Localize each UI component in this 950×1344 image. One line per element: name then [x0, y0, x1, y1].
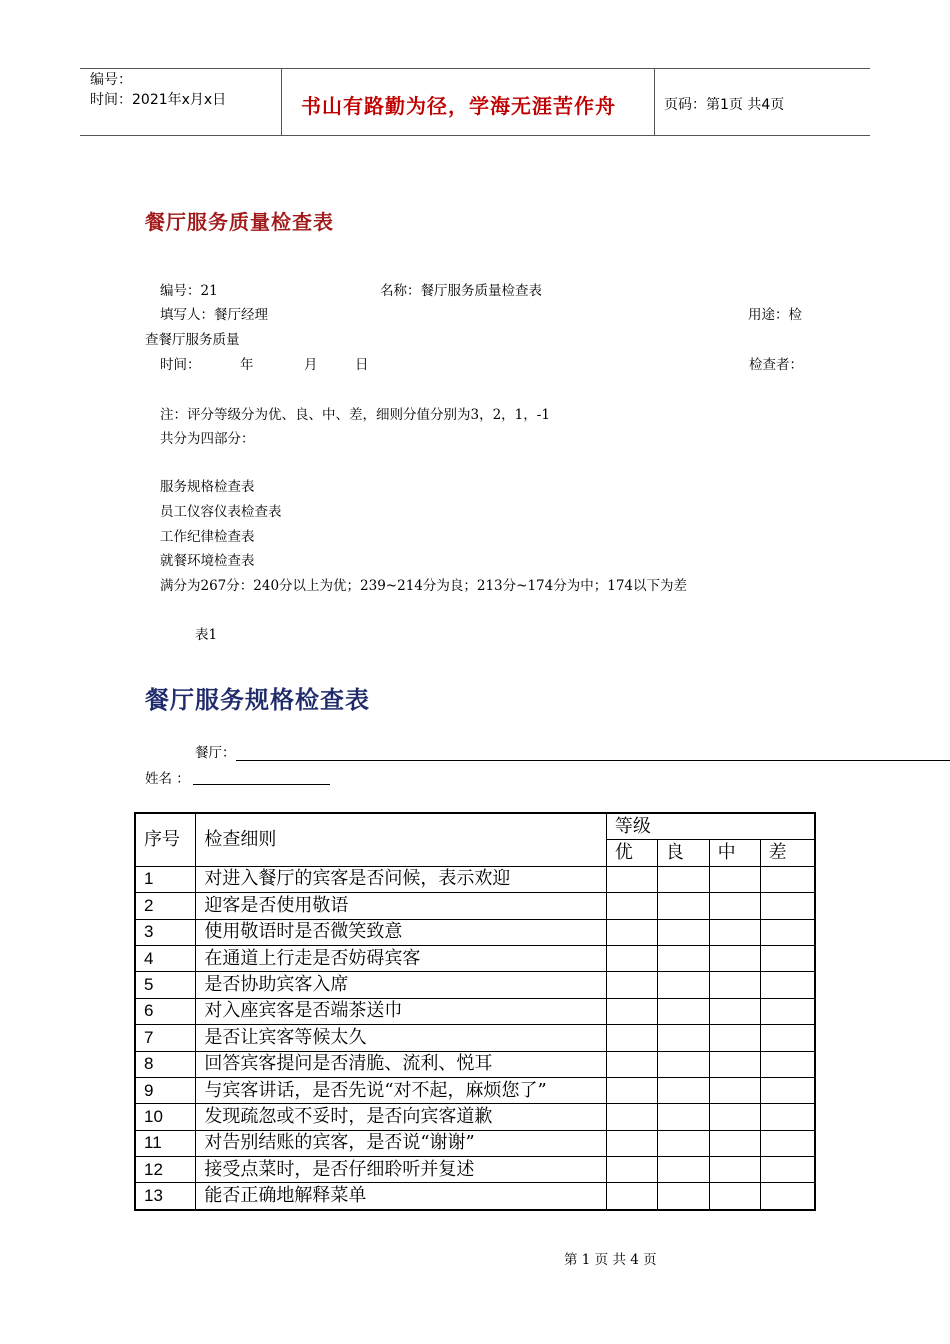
grade-cell-good[interactable] [657, 972, 709, 998]
grade-cell-excellent[interactable] [606, 893, 657, 919]
grade-cell-fair[interactable] [709, 998, 760, 1024]
grade-cell-fair[interactable] [709, 945, 760, 971]
grade-cell-excellent[interactable] [606, 866, 657, 892]
name-input-line[interactable] [193, 784, 330, 785]
grade-header-good: 良 [657, 840, 709, 866]
table-row [135, 866, 815, 892]
grade-cell-fair[interactable] [709, 972, 760, 998]
header-bottom-rule [80, 135, 870, 136]
grade-header-excellent: 优 [606, 840, 657, 866]
meta-day: 日 [355, 357, 369, 373]
grade-cell-good[interactable] [657, 945, 709, 971]
grade-cell-good[interactable] [657, 919, 709, 945]
row-detail: 迎客是否使用敬语 [196, 893, 607, 919]
row-detail: 对告别结账的宾客，是否说“谢谢” [196, 1130, 607, 1156]
header-top-rule [80, 68, 870, 69]
row-number: 12 [135, 1157, 196, 1183]
row-detail: 与宾客讲话，是否先说“对不起，麻烦您了” [196, 1077, 607, 1103]
part-item: 工作纪律检查表 [160, 529, 255, 545]
table-row [135, 1183, 815, 1210]
grade-cell-good[interactable] [657, 893, 709, 919]
name-label: 姓名 ： [145, 771, 190, 787]
meta-usage: 用途：检 [748, 307, 802, 323]
part-item: 服务规格检查表 [160, 479, 255, 495]
grade-cell-fair[interactable] [709, 919, 760, 945]
table-row [135, 972, 815, 998]
grade-cell-poor[interactable] [760, 972, 815, 998]
grade-cell-fair[interactable] [709, 893, 760, 919]
grade-cell-excellent[interactable] [606, 972, 657, 998]
grade-cell-excellent[interactable] [606, 945, 657, 971]
grade-cell-fair[interactable] [709, 1183, 760, 1210]
grade-cell-excellent[interactable] [606, 1157, 657, 1183]
meta-checker: 检查者： [749, 357, 803, 373]
grade-cell-fair[interactable] [709, 866, 760, 892]
grade-cell-good[interactable] [657, 1183, 709, 1210]
col-header-no: 序号 [135, 813, 196, 866]
row-detail: 接受点菜时，是否仔细聆听并复述 [196, 1157, 607, 1183]
part-item: 就餐环境检查表 [160, 553, 255, 569]
grade-cell-poor[interactable] [760, 1104, 815, 1130]
row-detail: 对入座宾客是否端茶送巾 [196, 998, 607, 1024]
row-number: 10 [135, 1104, 196, 1130]
table-label: 表1 [195, 627, 218, 643]
grade-cell-poor[interactable] [760, 866, 815, 892]
row-detail: 在通道上行走是否妨碍宾客 [196, 945, 607, 971]
meta-year: 年 [240, 357, 254, 373]
note-grading: 注：评分等级分为优、良、中、差，细则分值分别为3，2，1，-1 [160, 407, 550, 423]
row-detail: 是否协助宾客入席 [196, 972, 607, 998]
table-row [135, 1077, 815, 1103]
header-divider-1 [281, 68, 282, 136]
grade-cell-excellent[interactable] [606, 1183, 657, 1210]
table-header-row [135, 813, 815, 840]
meta-time-label: 时间： [160, 357, 201, 373]
grade-cell-excellent[interactable] [606, 919, 657, 945]
meta-writer: 填写人：餐厅经理 [160, 307, 268, 323]
row-detail: 对进入餐厅的宾客是否问候，表示欢迎 [196, 866, 607, 892]
table-row [135, 919, 815, 945]
grade-cell-poor[interactable] [760, 1130, 815, 1156]
header-divider-2 [654, 68, 655, 136]
row-number: 1 [135, 866, 196, 892]
grade-cell-good[interactable] [657, 1157, 709, 1183]
row-number: 2 [135, 893, 196, 919]
header-page-label: 页码：第1页 共4页 [664, 97, 785, 113]
grade-cell-excellent[interactable] [606, 1077, 657, 1103]
grade-cell-excellent[interactable] [606, 1130, 657, 1156]
grade-cell-poor[interactable] [760, 919, 815, 945]
col-header-grade: 等级 [606, 813, 815, 840]
grade-cell-poor[interactable] [760, 1077, 815, 1103]
table-row [135, 1130, 815, 1156]
header-motto: 书山有路勤为径，学海无涯苦作舟 [301, 94, 616, 118]
row-number: 6 [135, 998, 196, 1024]
row-number: 9 [135, 1077, 196, 1103]
meta-usage-cont: 查餐厅服务质量 [145, 332, 240, 348]
section-title: 餐厅服务规格检查表 [145, 685, 370, 714]
row-detail: 发现疏忽或不妥时，是否向宾客道歉 [196, 1104, 607, 1130]
grade-cell-good[interactable] [657, 1051, 709, 1077]
grade-cell-fair[interactable] [709, 1157, 760, 1183]
table-row [135, 893, 815, 919]
note-parts: 共分为四部分： [160, 431, 255, 447]
table-row [135, 998, 815, 1024]
grade-header-fair: 中 [709, 840, 760, 866]
table-row [135, 1157, 815, 1183]
row-detail: 使用敬语时是否微笑致意 [196, 919, 607, 945]
document-title: 餐厅服务质量检查表 [145, 210, 334, 234]
grade-cell-excellent[interactable] [606, 1051, 657, 1077]
row-number: 3 [135, 919, 196, 945]
table-row [135, 1104, 815, 1130]
grade-cell-fair[interactable] [709, 1104, 760, 1130]
grade-cell-good[interactable] [657, 866, 709, 892]
meta-month: 月 [304, 357, 318, 373]
grade-cell-poor[interactable] [760, 945, 815, 971]
grade-cell-poor[interactable] [760, 1025, 815, 1051]
grade-cell-poor[interactable] [760, 1157, 815, 1183]
grade-cell-fair[interactable] [709, 1130, 760, 1156]
table-row [135, 1025, 815, 1051]
table-row [135, 945, 815, 971]
row-number: 4 [135, 945, 196, 971]
row-number: 7 [135, 1025, 196, 1051]
row-number: 11 [135, 1130, 196, 1156]
row-number: 8 [135, 1051, 196, 1077]
grade-cell-good[interactable] [657, 1025, 709, 1051]
row-number: 5 [135, 972, 196, 998]
grade-cell-good[interactable] [657, 1104, 709, 1130]
part-item: 员工仪容仪表检查表 [160, 504, 282, 520]
grade-cell-good[interactable] [657, 1130, 709, 1156]
restaurant-label: 餐厅： [195, 745, 236, 761]
meta-code: 编号：21 [160, 283, 218, 299]
grade-cell-poor[interactable] [760, 1183, 815, 1210]
grade-cell-excellent[interactable] [606, 998, 657, 1024]
score-rule: 满分为267分：240分以上为优；239~214分为良；213分~174分为中；174以下为差 [160, 578, 687, 594]
grade-cell-excellent[interactable] [606, 1025, 657, 1051]
check-table [134, 812, 816, 1211]
grade-cell-fair[interactable] [709, 1025, 760, 1051]
grade-cell-good[interactable] [657, 1077, 709, 1103]
header-time-label: 时间：2021年x月x日 [90, 92, 227, 108]
header-code-label: 编号： [90, 72, 132, 88]
row-number: 13 [135, 1183, 196, 1210]
grade-cell-excellent[interactable] [606, 1104, 657, 1130]
meta-name: 名称：餐厅服务质量检查表 [380, 283, 542, 299]
row-detail: 回答宾客提问是否清脆、流利、悦耳 [196, 1051, 607, 1077]
grade-cell-poor[interactable] [760, 998, 815, 1024]
row-detail: 能否正确地解释菜单 [196, 1183, 607, 1210]
page-footer: 第 1 页 共 4 页 [564, 1252, 657, 1268]
grade-cell-fair[interactable] [709, 1077, 760, 1103]
row-detail: 是否让宾客等候太久 [196, 1025, 607, 1051]
grade-header-poor: 差 [760, 840, 815, 866]
table-row [135, 1051, 815, 1077]
grade-cell-good[interactable] [657, 998, 709, 1024]
grade-cell-fair[interactable] [709, 1051, 760, 1077]
restaurant-input-line[interactable] [236, 760, 950, 761]
grade-cell-poor[interactable] [760, 1051, 815, 1077]
grade-cell-poor[interactable] [760, 893, 815, 919]
col-header-detail: 检查细则 [196, 813, 607, 866]
